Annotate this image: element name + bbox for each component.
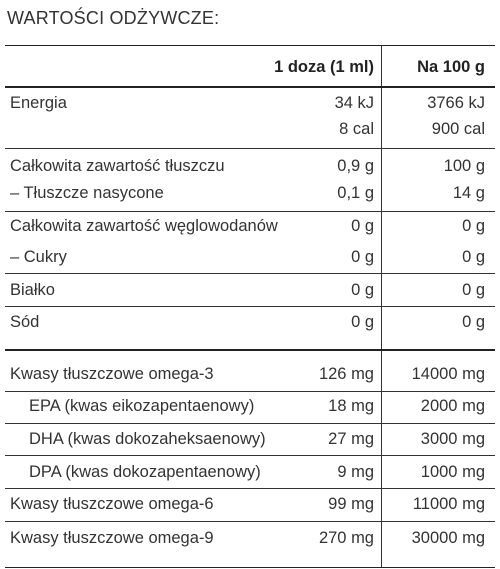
- row-value-serving: 126 mg: [318, 365, 374, 383]
- row-value-serving: 27 mg: [328, 430, 374, 448]
- divider: [5, 273, 495, 274]
- row-value-serving: 8 cal: [339, 120, 374, 138]
- row-value-100g: 0 g: [462, 281, 485, 299]
- divider: [5, 86, 495, 88]
- divider: [5, 148, 495, 149]
- row-value-100g: 3766 kJ: [427, 94, 485, 112]
- header-per-100g: Na 100 g: [417, 58, 485, 76]
- row-label: Całkowita zawartość tłuszczu: [10, 157, 225, 175]
- header-serving: 1 doza (1 ml): [274, 58, 374, 76]
- row-value-100g: 14000 mg: [411, 365, 485, 383]
- row-value-100g: 0 g: [462, 313, 485, 331]
- nutrition-table: [5, 45, 495, 568]
- row-label: Energia: [10, 94, 67, 112]
- row-value-serving: 18 mg: [328, 397, 374, 415]
- divider: [5, 306, 495, 307]
- row-value-100g: 2000 mg: [420, 397, 485, 415]
- row-value-serving: 0 g: [351, 248, 374, 266]
- row-value-serving: 0 g: [351, 281, 374, 299]
- row-value-serving: 0 g: [351, 313, 374, 331]
- row-value-100g: 14 g: [452, 184, 485, 202]
- row-value-100g: 30000 mg: [411, 529, 485, 547]
- row-label: Sód: [10, 313, 40, 331]
- row-value-100g: 3000 mg: [420, 430, 485, 448]
- row-value-100g: 100 g: [443, 157, 485, 175]
- row-value-serving: 34 kJ: [334, 94, 374, 112]
- section-divider: [5, 349, 495, 351]
- divider: [5, 521, 495, 522]
- row-label: Kwasy tłuszczowe omega-3: [10, 365, 214, 383]
- row-value-serving: 99 mg: [328, 495, 374, 513]
- row-label: – Tłuszcze nasycone: [10, 184, 164, 202]
- row-label: – Cukry: [10, 248, 67, 266]
- row-value-100g: 11000 mg: [412, 495, 485, 513]
- row-label: DPA (kwas dokozapentaenowy): [29, 463, 261, 481]
- row-value-serving: 9 mg: [337, 463, 374, 481]
- divider: [5, 423, 495, 424]
- row-value-serving: 0,1 g: [337, 184, 374, 202]
- row-value-serving: 270 mg: [318, 529, 374, 547]
- page-title: WARTOŚCI ODŻYWCZE:: [7, 8, 220, 28]
- row-value-serving: 0,9 g: [337, 157, 374, 175]
- row-label: Całkowita zawartość węglowodanów: [10, 217, 278, 235]
- divider: [5, 488, 495, 489]
- row-value-serving: 0 g: [351, 217, 374, 235]
- row-label: EPA (kwas eikozapentaenowy): [29, 397, 255, 415]
- row-label: Kwasy tłuszczowe omega-6: [10, 495, 214, 513]
- row-value-100g: 900 cal: [431, 120, 485, 138]
- row-label: Białko: [10, 281, 55, 299]
- divider: [5, 455, 495, 456]
- row-value-100g: 1000 mg: [420, 463, 485, 481]
- row-label: Kwasy tłuszczowe omega-9: [10, 529, 214, 547]
- row-label: DHA (kwas dokozaheksaenowy): [29, 430, 266, 448]
- row-value-100g: 0 g: [462, 248, 485, 266]
- row-value-100g: 0 g: [462, 217, 485, 235]
